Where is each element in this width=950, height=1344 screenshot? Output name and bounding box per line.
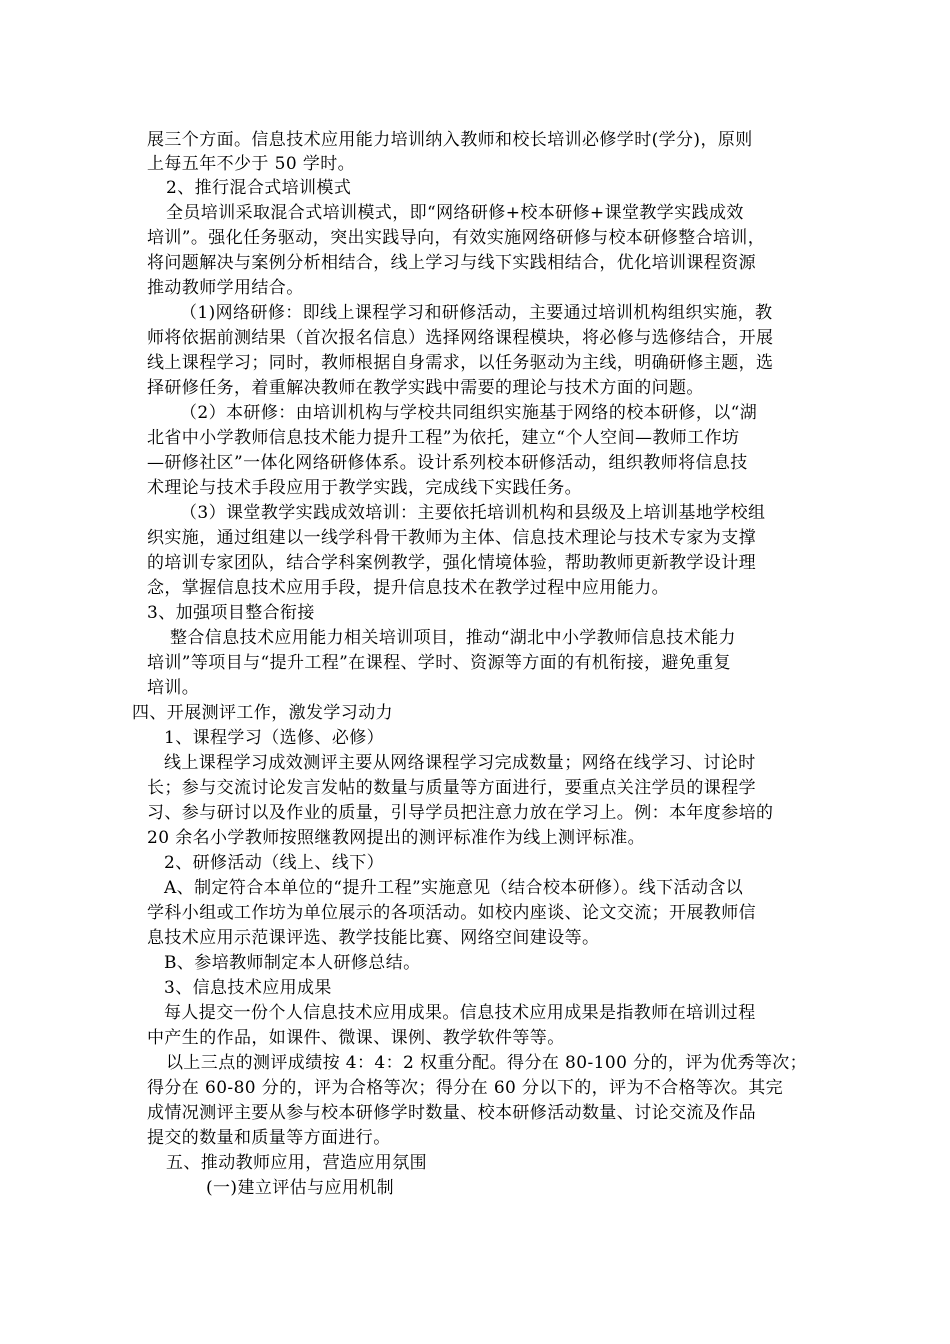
text-line: （3）课堂教学实践成效培训：主要依托培训机构和县级及上培训基地学校组	[180, 503, 766, 523]
text-line: 上每五年不少于 50 学时。	[147, 154, 356, 174]
text-line: 展三个方面。信息技术应用能力培训纳入教师和校长培训必修学时(学分)，原则	[147, 130, 753, 150]
text-line: 习、参与研讨以及作业的质量，引导学员把注意力放在学习上。例：本年度参培的	[147, 803, 774, 823]
text-line: B、参培教师制定本人研修总结。	[164, 953, 421, 973]
section-heading: 3、信息技术应用成果	[164, 978, 332, 998]
text-line: 培训。	[147, 678, 200, 698]
text-line: 师将依据前测结果（首次报名信息）选择网络课程模块，将必修与选修结合，开展	[147, 328, 774, 348]
text-line: 织实施，通过组建以一线学科骨干教师为主体、信息技术理论与技术专家为支撑	[147, 528, 756, 548]
text-line: 念，掌握信息技术应用手段，提升信息技术在教学过程中应用能力。	[147, 578, 669, 598]
chapter-heading: 四、开展测评工作，激发学习动力	[132, 703, 393, 723]
text-line: 线上课程学习；同时，教师根据自身需求，以任务驱动为主线，明确研修主题，选	[147, 353, 774, 373]
text-line: 每人提交一份个人信息技术应用成果。信息技术应用成果是指教师在培训过程	[164, 1003, 756, 1023]
section-heading: 2、研修活动（线上、线下）	[164, 853, 385, 873]
text-line: 全员培训采取混合式培训模式，即“网络研修+校本研修+课堂教学实践成效	[166, 203, 744, 223]
text-line: 成情况测评主要从参与校本研修学时数量、校本研修活动数量、讨论交流及作品	[147, 1103, 756, 1123]
text-line: 择研修任务，着重解决教师在教学实践中需要的理论与技术方面的问题。	[147, 378, 704, 398]
text-line: A、制定符合本单位的“提升工程”实施意见（结合校本研修）。线下活动含以	[164, 878, 744, 898]
text-line: 中产生的作品，如课件、微课、课例、教学软件等等。	[147, 1028, 565, 1048]
text-line: （2）本研修：由培训机构与学校共同组织实施基于网络的校本研修，以“湖	[180, 403, 758, 423]
text-line: 长；参与交流讨论发言发帖的数量与质量等方面进行，要重点关注学员的课程学	[147, 778, 756, 798]
text-line: 息技术应用示范课评选、教学技能比赛、网络空间建设等。	[147, 928, 600, 948]
section-heading: 1、课程学习（选修、必修）	[164, 728, 385, 748]
text-line: 20 余名小学教师按照继教网提出的测评标准作为线上测评标准。	[147, 828, 646, 848]
text-line: 的培训专家团队，结合学科案例教学，强化情境体验，帮助教师更新教学设计理	[147, 553, 756, 573]
text-line: 得分在 60-80 分的，评为合格等次；得分在 60 分以下的，评为不合格等次。其完	[147, 1078, 784, 1098]
text-line: 学科小组或工作坊为单位展示的各项活动。如校内座谈、论文交流；开展教师信	[147, 903, 756, 923]
subsection-heading: (一)建立评估与应用机制	[206, 1178, 395, 1198]
text-line: 北省中小学教师信息技术能力提升工程”为依托，建立“个人空间—教师工作坊	[147, 428, 740, 448]
text-line: （1)网络研修：即线上课程学习和研修活动，主要通过培训机构组织实施，教	[180, 303, 773, 323]
text-line: 以上三点的测评成绩按 4：4：2 权重分配。得分在 80-100 分的，评为优秀等次；	[166, 1053, 808, 1073]
text-line: 提交的数量和质量等方面进行。	[147, 1128, 391, 1148]
text-line: 术理论与技术手段应用于教学实践，完成线下实践任务。	[147, 478, 582, 498]
text-line: —研修社区”一体化网络研修体系。设计系列校本研修活动，组织教师将信息技	[147, 453, 748, 473]
text-line: 将问题解决与案例分析相结合，线上学习与线下实践相结合，优化培训课程资源	[147, 253, 756, 273]
section-heading: 2、推行混合式培训模式	[166, 178, 352, 198]
text-line: 推动教师学用结合。	[147, 278, 304, 298]
text-line: 整合信息技术应用能力相关培训项目，推动“湖北中小学教师信息技术能力	[170, 628, 736, 648]
chapter-heading: 五、推动教师应用，营造应用氛围	[166, 1153, 427, 1173]
text-line: 培训”。强化任务驱动，突出实践导向，有效实施网络研修与校本研修整合培训，	[147, 228, 766, 248]
text-line: 培训”等项目与“提升工程”在课程、学时、资源等方面的有机衔接，避免重复	[147, 653, 732, 673]
text-line: 线上课程学习成效测评主要从网络课程学习完成数量；网络在线学习、讨论时	[164, 753, 756, 773]
section-heading: 3、加强项目整合衔接	[147, 603, 315, 623]
